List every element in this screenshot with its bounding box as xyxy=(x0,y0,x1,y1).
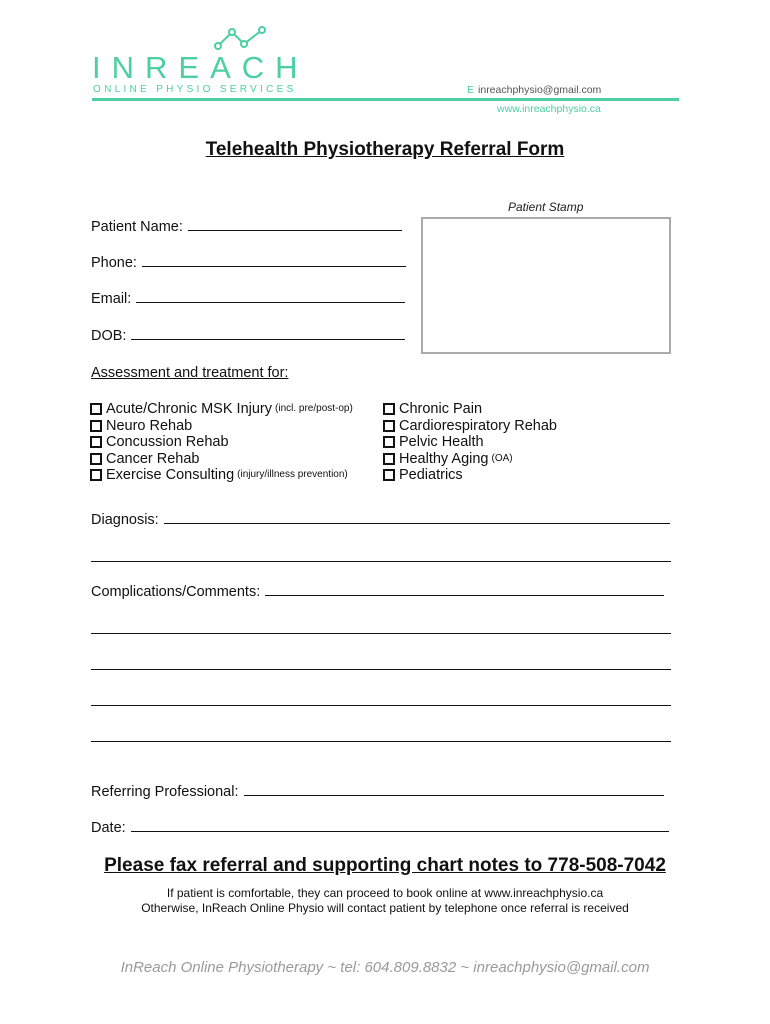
option-label: Exercise Consulting xyxy=(106,467,235,483)
option-label: Cardiorespiratory Rehab xyxy=(399,417,557,434)
comments-line-4[interactable] xyxy=(91,705,671,706)
option-note: (incl. pre/post-op) xyxy=(275,403,353,414)
option-concussion[interactable] xyxy=(90,434,353,451)
option-label: Healthy Aging xyxy=(399,450,489,467)
option-note: (injury/illness prevention) xyxy=(237,469,348,480)
left-options xyxy=(90,401,353,484)
date-label: Date: xyxy=(91,820,126,836)
checkbox[interactable] xyxy=(90,453,102,465)
line-graph-icon xyxy=(212,26,270,52)
assessment-label: Assessment and treatment for: xyxy=(91,365,289,381)
email-row xyxy=(91,289,405,307)
diagnosis-label: Diagnosis: xyxy=(91,512,159,528)
comments-line-3[interactable] xyxy=(91,669,671,670)
option-aging[interactable] xyxy=(383,451,557,468)
dob-row xyxy=(91,326,405,344)
right-options xyxy=(383,401,557,484)
diagnosis-field[interactable] xyxy=(164,510,670,524)
checkbox[interactable] xyxy=(90,420,102,432)
email-field[interactable] xyxy=(136,289,405,303)
phone-row xyxy=(91,253,406,271)
comments-row xyxy=(91,582,664,600)
option-note: (OA) xyxy=(491,452,513,464)
patient-name-field[interactable] xyxy=(188,217,402,231)
checkbox[interactable] xyxy=(383,420,395,432)
patient-stamp-box xyxy=(421,217,671,354)
comments-field[interactable] xyxy=(265,582,664,596)
stamp-label: Patient Stamp xyxy=(508,200,584,214)
checkbox[interactable] xyxy=(90,436,102,448)
dob-field[interactable] xyxy=(131,326,405,340)
checkbox[interactable] xyxy=(383,403,395,415)
comments-label: Complications/Comments: xyxy=(91,584,261,600)
option-chronic-pain[interactable] xyxy=(383,401,557,418)
email-label-field: Email: xyxy=(91,291,132,307)
patient-name-label: Patient Name: xyxy=(91,219,183,235)
form-title: Telehealth Physiotherapy Referral Form xyxy=(205,139,565,160)
option-label: Chronic Pain xyxy=(399,401,483,417)
option-cancer[interactable] xyxy=(90,451,353,468)
referring-label: Referring Professional: xyxy=(91,784,239,800)
email-label: E xyxy=(467,84,475,96)
comments-line-5[interactable] xyxy=(91,741,671,742)
logo-text: INREACH xyxy=(92,50,309,85)
checkbox[interactable] xyxy=(90,469,102,481)
patient-name-row xyxy=(91,217,402,235)
dob-label: DOB: xyxy=(91,328,127,344)
option-neuro[interactable] xyxy=(90,418,353,435)
diagnosis-row xyxy=(91,510,670,528)
header-divider xyxy=(92,98,679,101)
option-cardio[interactable] xyxy=(383,418,557,435)
checkbox[interactable] xyxy=(383,469,395,481)
email-address[interactable]: inreachphysio@gmail.com xyxy=(478,84,602,96)
date-row xyxy=(91,818,669,836)
checkbox[interactable] xyxy=(90,403,102,415)
option-label: Cancer Rehab xyxy=(106,450,200,467)
comments-line-2[interactable] xyxy=(91,633,671,634)
referring-field[interactable] xyxy=(244,782,664,796)
phone-label: Phone: xyxy=(91,255,137,271)
footer-contact: InReach Online Physiotherapy ~ tel: 604.809.8832 ~ inreachphysio@gmail.com xyxy=(120,959,650,976)
option-label: Pediatrics xyxy=(399,467,463,483)
phone-field[interactable] xyxy=(142,253,406,267)
option-pediatrics[interactable] xyxy=(383,467,557,484)
contact-note: Otherwise, InReach Online Physio will contact patient by telephone once referral is received xyxy=(141,901,629,915)
checkbox[interactable] xyxy=(383,453,395,465)
website-link[interactable]: www.inreachphysio.ca xyxy=(497,103,601,115)
checkbox[interactable] xyxy=(383,436,395,448)
referring-row xyxy=(91,782,664,800)
option-label: Pelvic Health xyxy=(399,434,484,450)
option-label: Neuro Rehab xyxy=(106,417,193,434)
online-booking-note: If patient is comfortable, they can proceed to book online at www.inreachphysio.ca xyxy=(166,886,604,900)
option-pelvic[interactable] xyxy=(383,434,557,451)
diagnosis-line-2[interactable] xyxy=(91,561,671,562)
option-exercise[interactable] xyxy=(90,467,353,484)
option-msk[interactable] xyxy=(90,401,353,418)
contact-email xyxy=(467,84,601,96)
fax-instruction: Please fax referral and supporting chart notes to 778-508-7042 xyxy=(104,855,666,876)
date-field[interactable] xyxy=(131,818,669,832)
option-label: Concussion Rehab xyxy=(106,434,229,450)
option-label: Acute/Chronic MSK Injury xyxy=(106,401,273,417)
logo-subtitle: ONLINE PHYSIO SERVICES xyxy=(93,84,297,95)
